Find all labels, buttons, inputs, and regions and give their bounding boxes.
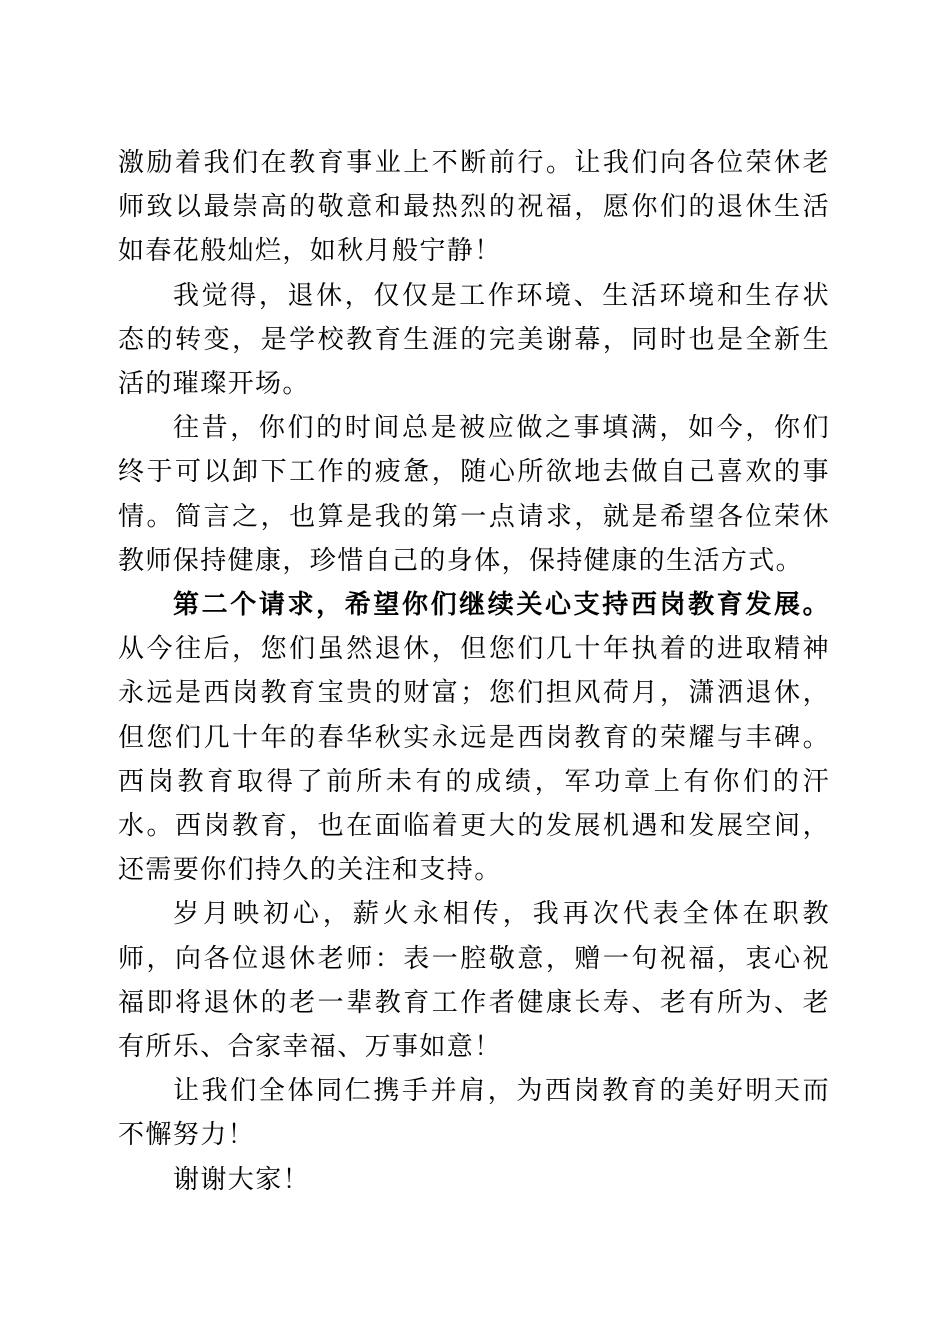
paragraph-retirement-view bbox=[118, 274, 830, 407]
paragraph-text: 激励着我们在教育事业上不断前行。让我们向各位荣休老师致以最崇高的敬意和最热烈的祝福，愿你们的退休生活如春花般灿烂，如秋月般宁静！ bbox=[118, 148, 830, 267]
paragraph-thanks bbox=[118, 1158, 830, 1202]
paragraph-blessing bbox=[118, 892, 830, 1069]
document-page bbox=[118, 141, 830, 1202]
paragraph-text: 让我们全体同仁携手并肩，为西岗教育的美好明天而不懈努力！ bbox=[118, 1076, 830, 1151]
paragraph-text: 从今往后，您们虽然退休，但您们几十年执着的进取精神永远是西岗教育宝贵的财富；您们担风荷月，潇洒退休，但您们几十年的春华秋实永远是西岗教育的荣耀与丰碑。西岗教育取得了前所未有的成绩，军功章上有你们的汗水。西岗教育，也在面临着更大的发展机遇和发展空间，还需要你们持久的关注和支持。 bbox=[118, 634, 830, 886]
paragraph-first-request bbox=[118, 406, 830, 583]
paragraph-text: 往昔，你们的时间总是被应做之事填满，如今，你们终于可以卸下工作的疲惫，随心所欲地去做自己喜欢的事情。简言之，也算是我的第一点请求，就是希望各位荣休教师保持健康，珍惜自己的身体，保持健康的生活方式。 bbox=[118, 413, 830, 576]
paragraph-bold-lead: 第二个请求，希望你们继续关心支持西岗教育发展。 bbox=[173, 590, 830, 621]
paragraph-text: 我觉得，退休，仅仅是工作环境、生活环境和生存状态的转变，是学校教育生涯的完美谢幕，同时也是全新生活的璀璨开场。 bbox=[118, 280, 830, 400]
paragraph-continuation bbox=[118, 141, 830, 274]
paragraph-second-request bbox=[118, 583, 830, 892]
paragraph-call-to-action bbox=[118, 1069, 830, 1157]
paragraph-text: 岁月映初心，薪火永相传，我再次代表全体在职教师，向各位退休老师：表一腔敬意，赠一句祝福，衷心祝福即将退休的老一辈教育工作者健康长寿、老有所为、老有所乐、合家幸福、万事如意！ bbox=[118, 899, 830, 1063]
paragraph-text: 谢谢大家！ bbox=[173, 1164, 311, 1195]
